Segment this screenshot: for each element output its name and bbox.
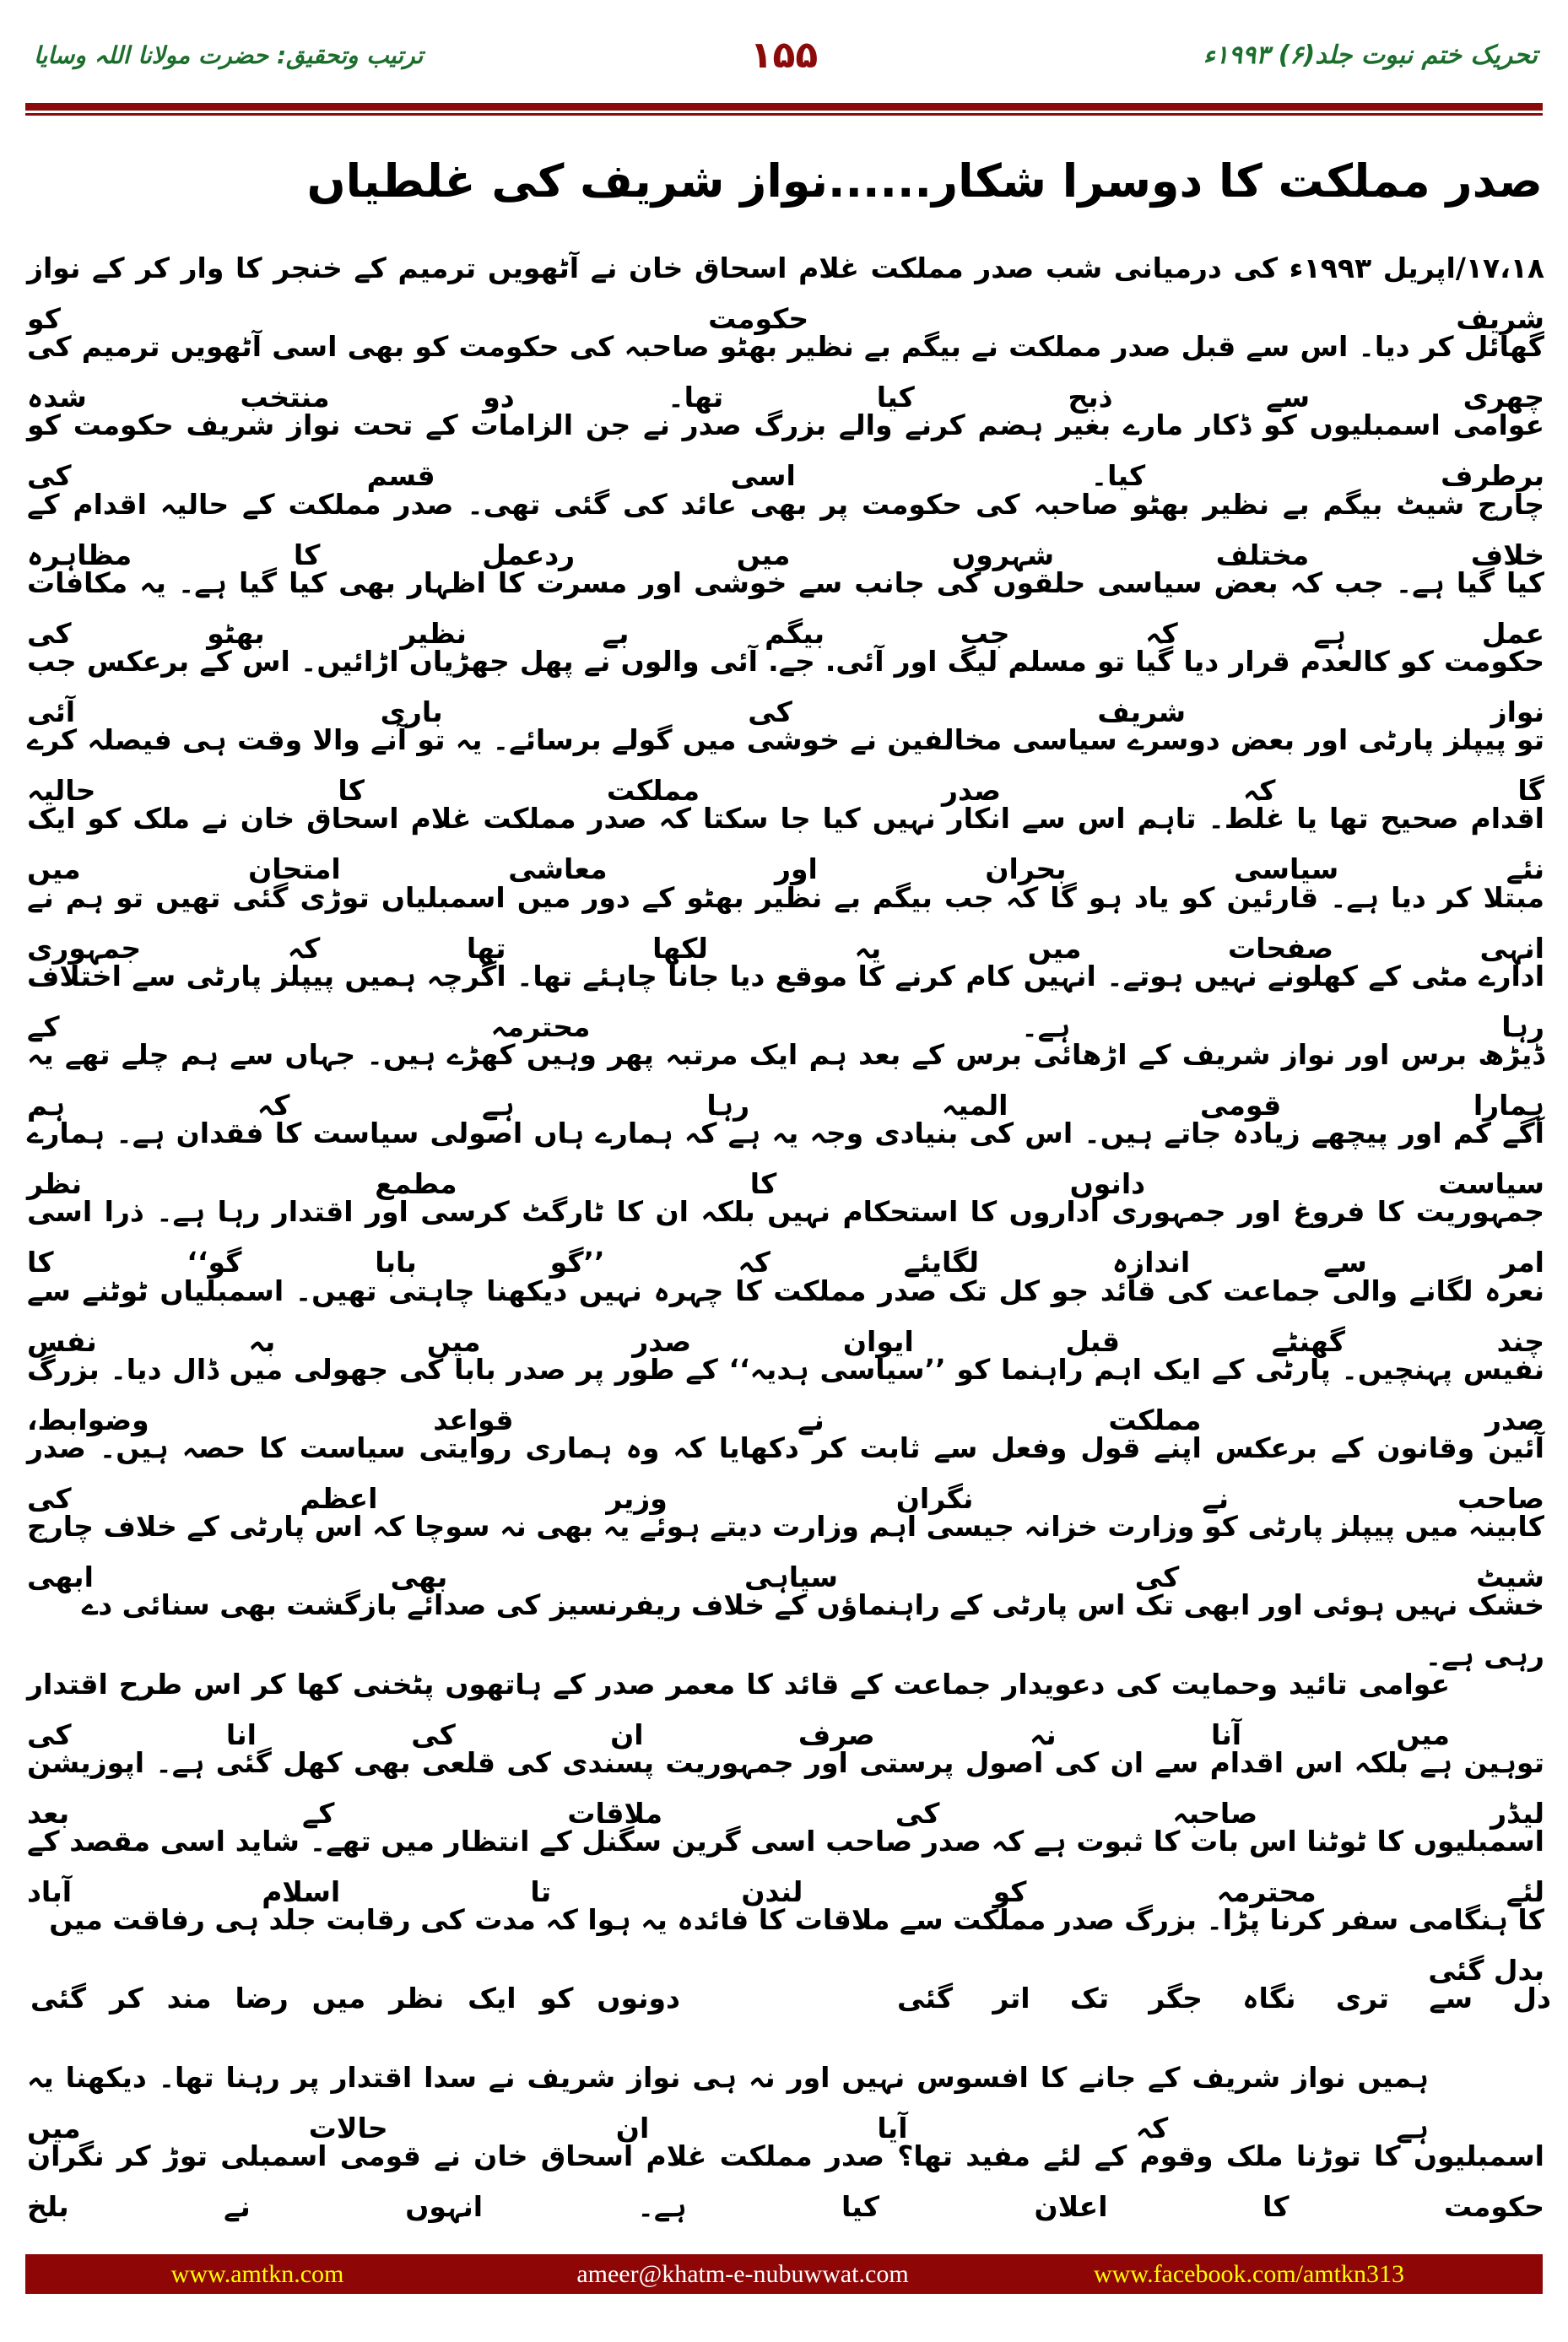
body-line: گھائل کر دیا۔ اس سے قبل صدر مملکت نے بیگم بے نظیر بھٹو صاحبہ کی حکومت کو بھی اسی آٹھویں ترمیم کی چھری سے ذبح کیا تھا۔ دو منتخب شدہ xyxy=(27,330,1544,414)
facebook-link[interactable]: www.facebook.com/amtkn313 xyxy=(1094,2260,1404,2288)
body-line: چارج شیٹ بیگم بے نظیر بھٹو صاحبہ کی حکومت پر بھی عائد کی گئی تھی۔ صدر مملکت کے حالیہ اقدام کے خلاف مختلف شہروں میں ردعمل کا مظاہرہ xyxy=(27,487,1544,571)
body-line: جمہوریت کا فروغ اور جمہوری اداروں کا استحکام نہیں بلکہ ان کا ٹارگٹ کرسی اور اقتدار رہا ہے۔ ذرا اسی امر سے اندازہ لگایئے کہ ’’گو بابا گو‘‘ کا xyxy=(27,1195,1544,1279)
compiler-credit: ترتیب وتحقیق: حضرت مولانا اللہ وسایا xyxy=(34,41,424,69)
body-line: کیا گیا ہے۔ جب کہ بعض سیاسی حلقوں کی جانب سے خوشی اور مسرت کا اظہار بھی کیا گیا ہے۔ یہ مکافات عمل ہے کہ جب بیگم بے نظیر بھٹو کی xyxy=(27,565,1544,650)
body-line: حکومت کو کالعدم قرار دیا گیا تو مسلم لیگ اور آئی. جے. آئی والوں نے پھل جھڑیاں اڑائیں۔ اس کے برعکس جب نواز شریف کی باری آئی xyxy=(27,645,1544,728)
body-line: خشک نہیں ہوئی اور ابھی تک اس پارٹی کے راہنماؤں کے خلاف ریفرنسیز کی صدائے بازگشت بھی سنائی دے رہی ہے۔ xyxy=(81,1588,1544,1673)
footer-bar xyxy=(25,2254,1543,2294)
book-title: تحریک ختم نبوت جلد(۶) ۱۹۹۳ء xyxy=(1203,41,1538,70)
body-line: توہین ہے بلکہ اس اقدام سے ان کی اصول پرستی اور جمہوریت پسندی کی قلعی بھی کھل گئی ہے۔ اپوزیشن لیڈر صاحبہ کی ملاقات کے بعد xyxy=(27,1745,1544,1830)
body-line: آگے کم اور پیچھے زیادہ جاتے ہیں۔ اس کی بنیادی وجہ یہ ہے کہ ہمارے ہاں اصولی سیاست کا فقدان ہے۔ ہمارے سیاست دانوں کا مطمع نظر xyxy=(27,1117,1544,1201)
body-line: ہمیں نواز شریف کے جانے کا افسوس نہیں اور نہ ہی نواز شریف نے سدا اقتدار پر رہنا تھا۔ دیکھنا یہ ہے کہ آیا ان حالات میں xyxy=(27,2060,1429,2145)
body-line: نعرہ لگانے والی جماعت کی قائد جو کل تک صدر مملکت کا چہرہ نہیں دیکھنا چاہتی تھیں۔ اسمبلیاں ٹوٹنے سے چند گھنٹے قبل ایوان صدر میں بہ نفس xyxy=(27,1274,1544,1358)
header-rule-thin xyxy=(25,113,1543,116)
body-line: عوامی اسمبلیوں کو ڈکار مارے بغیر ہضم کرنے والے بزرگ صدر نے جن الزامات کے تحت نواز شریف حکومت کو برطرف کیا۔ اسی قسم کی xyxy=(27,408,1544,493)
body-line: نفیس پہنچیں۔ پارٹی کے ایک اہم راہنما کو ’’سیاسی ہدیہ‘‘ کے طور پر صدر بابا کی جھولی میں ڈال دیا۔ بزرگ صدر مملکت نے قواعد وضوابط، xyxy=(27,1352,1544,1436)
body-line: آئین وقانون کے برعکس اپنے قول وفعل سے ثابت کر دکھایا کہ وہ ہماری روایتی سیاست کا حصہ ہیں۔ صدر صاحب نے نگران وزیر اعظم کی xyxy=(27,1431,1544,1515)
website-link[interactable]: www.amtkn.com xyxy=(170,2260,344,2288)
body-line: اسمبلیوں کا توڑنا ملک وقوم کے لئے مفید تھا؟ صدر مملکت غلام اسحاق خان نے قومی اسمبلی توڑ کر نگران حکومت کا اعلان کیا ہے۔ انہوں نے بلخ xyxy=(27,2139,1544,2223)
body-line: کا ہنگامی سفر کرنا پڑا۔ بزرگ صدر مملکت سے ملاقات کا فائدہ یہ ہوا کہ مدت کی رقابت جلد ہی رفاقت میں بدل گئی xyxy=(49,1903,1544,1988)
body-line: تو پیپلز پارٹی اور بعض دوسرے سیاسی مخالفین نے خوشی میں گولے برسائے۔ یہ تو آنے والا وقت ہی فیصلہ کرے گا کہ صدر مملکت کا حالیہ xyxy=(27,723,1544,808)
body-line: مبتلا کر دیا ہے۔ قارئین کو یاد ہو گا کہ جب بیگم بے نظیر بھٹو کے دور میں اسمبلیاں توڑی گئی تھیں تو ہم نے انہی صفحات میں یہ لکھا تھا کہ جمہوری xyxy=(27,880,1544,965)
body-line: عوامی تائید وحمایت کی دعویدار جماعت کے قائد کا معمر صدر کے ہاتھوں پٹخنی کھا کر اس طرح اقتدار میں آنا نہ صرف ان کی انا کی xyxy=(27,1667,1450,1751)
poetry-second-hemistich: دونوں کو ایک نظر میں رضا مند کر گئی xyxy=(30,1982,680,2015)
body-line: اقدام صحیح تھا یا غلط۔ تاہم اس سے انکار نہیں کیا جا سکتا کہ صدر مملکت غلام اسحاق خان نے ملک کو ایک نئے سیاسی بحران اور معاشی امتحان میں xyxy=(27,802,1544,886)
body-line: ۱۷،۱۸/اپریل ۱۹۹۳ء کی درمیانی شب صدر مملکت غلام اسحاق خان نے آٹھویں ترمیم کے خنجر کا وار کر کے نواز شریف حکومت کو xyxy=(27,252,1545,335)
header-rule-thick xyxy=(25,103,1543,111)
poetry-first-hemistich: دل سے تری نگاہ جگر تک اتر گئی xyxy=(897,1982,1551,2015)
body-line: اسمبلیوں کا ٹوٹنا اس بات کا ثبوت ہے کہ صدر صاحب اسی گرین سگنل کے انتظار میں تھے۔ شاید اسی مقصد کے لئے محترمہ کو لندن تا اسلام آباد xyxy=(27,1825,1544,1908)
article-title: صدر مملکت کا دوسرا شکار......نواز شریف کی غلطیاں xyxy=(306,154,1543,208)
body-line: ادارے مٹی کے کھلونے نہیں ہوتے۔ انہیں کام کرنے کا موقع دیا جانا چاہئے تھا۔ اگرچہ ہمیں پیپلز پارٹی سے اختلاف رہا ہے۔ محترمہ کے xyxy=(27,959,1544,1043)
page-number: ۱۵۵ xyxy=(749,34,819,77)
body-line: ڈیڑھ برس اور نواز شریف کے اڑھائی برس کے بعد ہم ایک مرتبہ پھر وہیں کھڑے ہیں۔ جہاں سے ہم چلے تھے یہ ہمارا قومی المیہ رہا ہے کہ ہم xyxy=(27,1038,1544,1122)
body-line: کابینہ میں پیپلز پارٹی کو وزارت خزانہ جیسی اہم وزارت دیتے ہوئے یہ بھی نہ سوچا کہ اس پارٹی کے خلاف چارج شیٹ کی سیاہی بھی ابھی xyxy=(27,1510,1544,1594)
email-link[interactable]: ameer@khatm-e-nubuwwat.com xyxy=(576,2260,909,2288)
